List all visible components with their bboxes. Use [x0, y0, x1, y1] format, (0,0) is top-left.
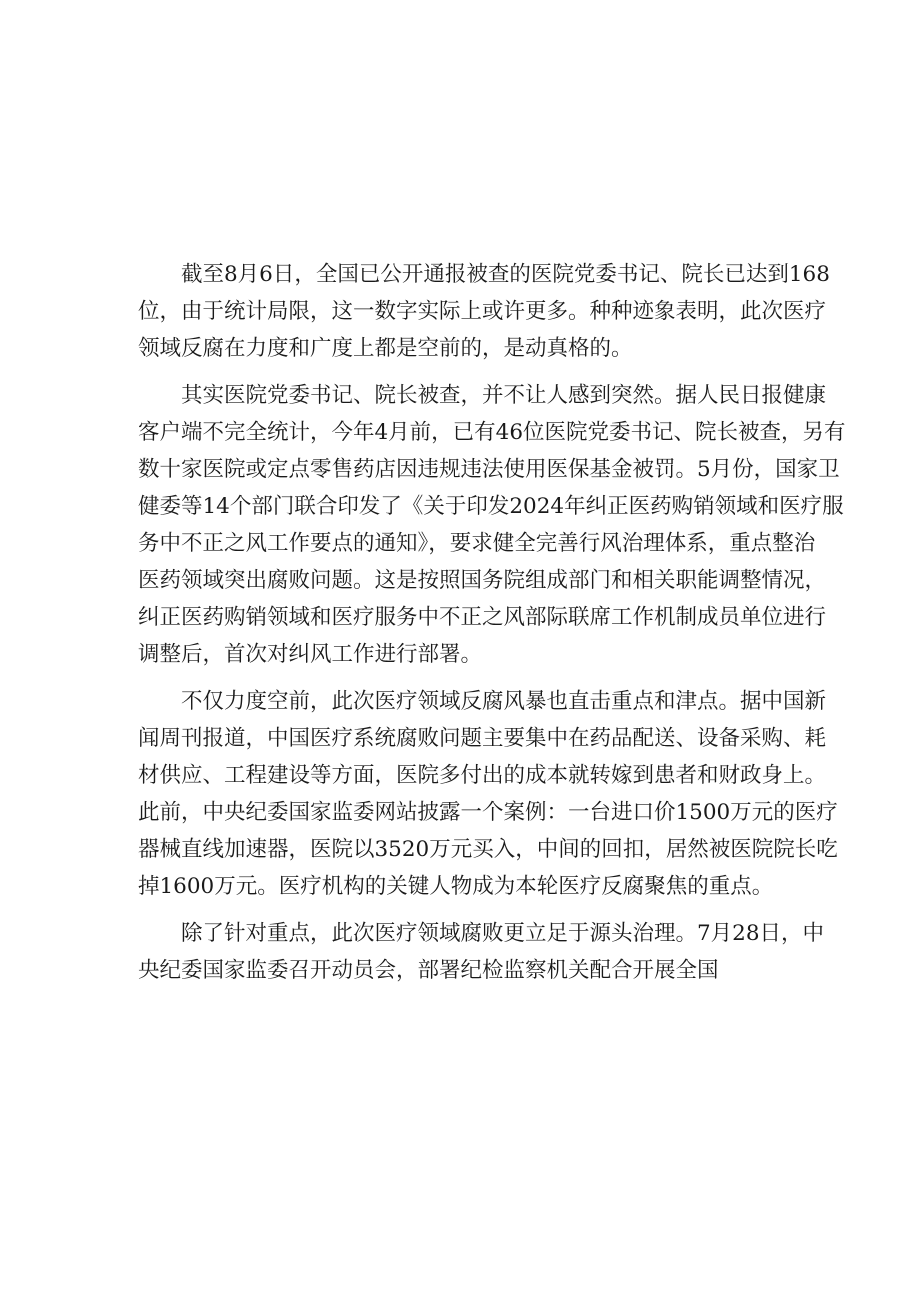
text-line: 掉1600万元。医疗机构的关键人物成为本轮医疗反腐聚焦的重点。 — [138, 874, 774, 899]
text-line: 务中不正之风工作要点的通知》，要求健全完善行风治理体系，重点整治 — [138, 531, 816, 556]
article-body — [138, 256, 846, 989]
text-line: 数十家医院或定点零售药店因违规违法使用医保基金被罚。5月份，国家卫 — [138, 457, 840, 482]
text-line: 闻周刊报道，中国医疗系统腐败问题主要集中在药品配送、设备采购、耗 — [138, 726, 827, 751]
text-line: 医药领域突出腐败问题。这是按照国务院组成部门和相关职能调整情况， — [138, 568, 827, 593]
text-line: 不仅力度空前，此次医疗领域反腐风暴也直击重点和津点。据中国新 — [181, 689, 827, 714]
text-line: 截至8月6日，全国已公开通报被查的医院党委书记、院长已达到168 — [181, 262, 830, 287]
text-line: 位，由于统计局限，这一数字实际上或许更多。种种迹象表明，此次医疗 — [138, 299, 827, 324]
text-line: 材供应、工程建设等方面，医院多付出的成本就转嫁到患者和财政身上。 — [138, 763, 827, 788]
text-line: 纠正医药购销领域和医疗服务中不正之风部际联席工作机制成员单位进行 — [138, 605, 827, 630]
text-line: 除了针对重点，此次医疗领域腐败更立足于源头治理。7月28日，中 — [181, 921, 825, 946]
paragraph — [138, 377, 846, 673]
text-line: 央纪委国家监委召开动员会，部署纪检监察机关配合开展全国 — [138, 958, 719, 983]
text-line: 领域反腐在力度和广度上都是空前的，是动真格的。 — [138, 336, 633, 361]
paragraph — [138, 683, 838, 905]
text-line: 此前，中央纪委国家监委网站披露一个案例：一台进口价1500万元的医疗 — [138, 800, 838, 825]
text-line: 健委等14个部门联合印发了《关于印发2024年纠正医药购销领域和医疗服 — [138, 494, 844, 519]
text-line: 调整后，首次对纠风工作进行部署。 — [138, 642, 483, 667]
text-line: 客户端不完全统计，今年4月前，已有46位医院党委书记、院长被查，另有 — [138, 420, 846, 445]
paragraph — [138, 256, 830, 367]
text-line: 器械直线加速器，医院以3520万元买入，中间的回扣，居然被医院院长吃 — [138, 837, 838, 862]
text-line: 其实医院党委书记、院长被查，并不让人感到突然。据人民日报健康 — [181, 383, 827, 408]
paragraph — [138, 915, 825, 989]
